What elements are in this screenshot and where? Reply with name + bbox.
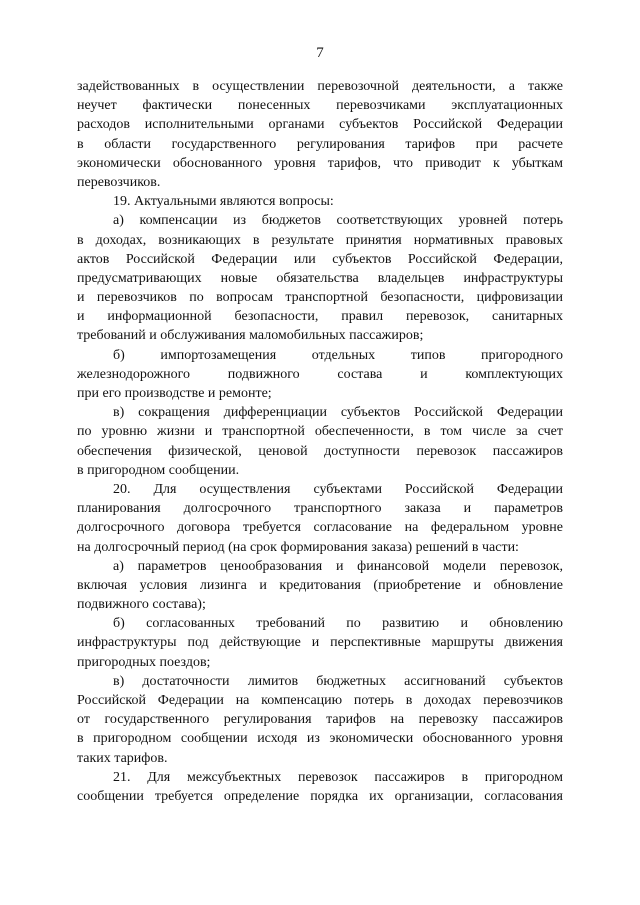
text-line: и перевозчиков по вопросам транспортной безопасности, цифровизации xyxy=(77,290,563,306)
text-line: расходов исполнительными органами субъектов Российской Федерации xyxy=(77,117,563,133)
text-line: перевозчиков. xyxy=(77,174,161,190)
text-line: экономически обоснованного уровня тарифов, что приводит к убыткам xyxy=(77,155,563,171)
text-line: 21. Для межсубъектных перевозок пассажиров в пригородном xyxy=(113,769,563,785)
text-line: в) сокращения дифференциации субъектов Российской Федерации xyxy=(113,405,563,421)
text-line: а) параметров ценообразования и финансовой модели перевозок, xyxy=(113,558,563,574)
text-line: 20. Для осуществления субъектами Российской Федерации xyxy=(113,481,563,497)
text-line: и информационной безопасности, правил перевозок, санитарных xyxy=(77,309,563,325)
text-line: обеспечения физической, ценовой доступности перевозок пассажиров xyxy=(77,443,563,459)
text-line: б) согласованных требований по развитию и обновлению xyxy=(113,616,563,632)
text-line: при его производстве и ремонте; xyxy=(77,386,272,401)
text-line: пригородных поездов; xyxy=(77,654,211,670)
text-line: 19. Актуальными являются вопросы: xyxy=(113,194,334,210)
text-line: неучет фактически понесенных перевозчиками эксплуатационных xyxy=(77,98,563,114)
text-line: а) компенсации из бюджетов соответствующих уровней потерь xyxy=(113,213,563,229)
text-line: в пригородном сообщении. xyxy=(77,462,240,478)
text-line: в доходах, возникающих в результате принятия нормативных правовых xyxy=(77,232,563,248)
text-line: инфраструктуры под действующие и перспективные маршруты движения xyxy=(77,635,563,651)
text-line: требований и обслуживания маломобильных пассажиров; xyxy=(77,328,424,344)
text-line: таких тарифов. xyxy=(77,750,168,766)
text-line: от государственного регулирования тарифов на перевозку пассажиров xyxy=(77,712,563,728)
text-line: подвижного состава); xyxy=(77,597,206,613)
text-line: в пригородном сообщении исходя из экономически обоснованного уровня xyxy=(77,731,563,747)
text-line: в) достаточности лимитов бюджетных ассигнований субъектов xyxy=(113,673,563,689)
document-body xyxy=(77,77,563,806)
page-number: 7 xyxy=(316,45,324,61)
text-line: на долгосрочный период (на срок формирования заказа) решений в части: xyxy=(77,539,519,555)
text-line: по уровню жизни и транспортной обеспеченности, в том числе за счет xyxy=(77,424,563,440)
text-line: предусматривающих новые обязательства владельцев инфраструктуры xyxy=(77,270,563,286)
text-line: в области государственного регулирования тарифов при расчете xyxy=(77,136,563,152)
text-line: задействованных в осуществлении перевозочной деятельности, а также xyxy=(77,79,563,94)
text-line: железнодорожного подвижного состава и комплектующих xyxy=(77,366,563,382)
text-line: Российской Федерации на компенсацию потерь в доходах перевозчиков xyxy=(77,693,563,708)
text-line: долгосрочного договора требуется согласование на федеральном уровне xyxy=(77,520,563,536)
text-line: б) импортозамещения отдельных типов пригородного xyxy=(113,347,563,363)
text-line: сообщении требуется определение порядка их организации, согласования xyxy=(77,788,563,804)
text-line: планирования долгосрочного транспортного заказа и параметров xyxy=(77,501,563,517)
text-line: включая условия лизинга и кредитования (приобретение и обновление xyxy=(77,577,563,593)
text-line: актов Российской Федерации или субъектов Российской Федерации, xyxy=(77,251,563,267)
